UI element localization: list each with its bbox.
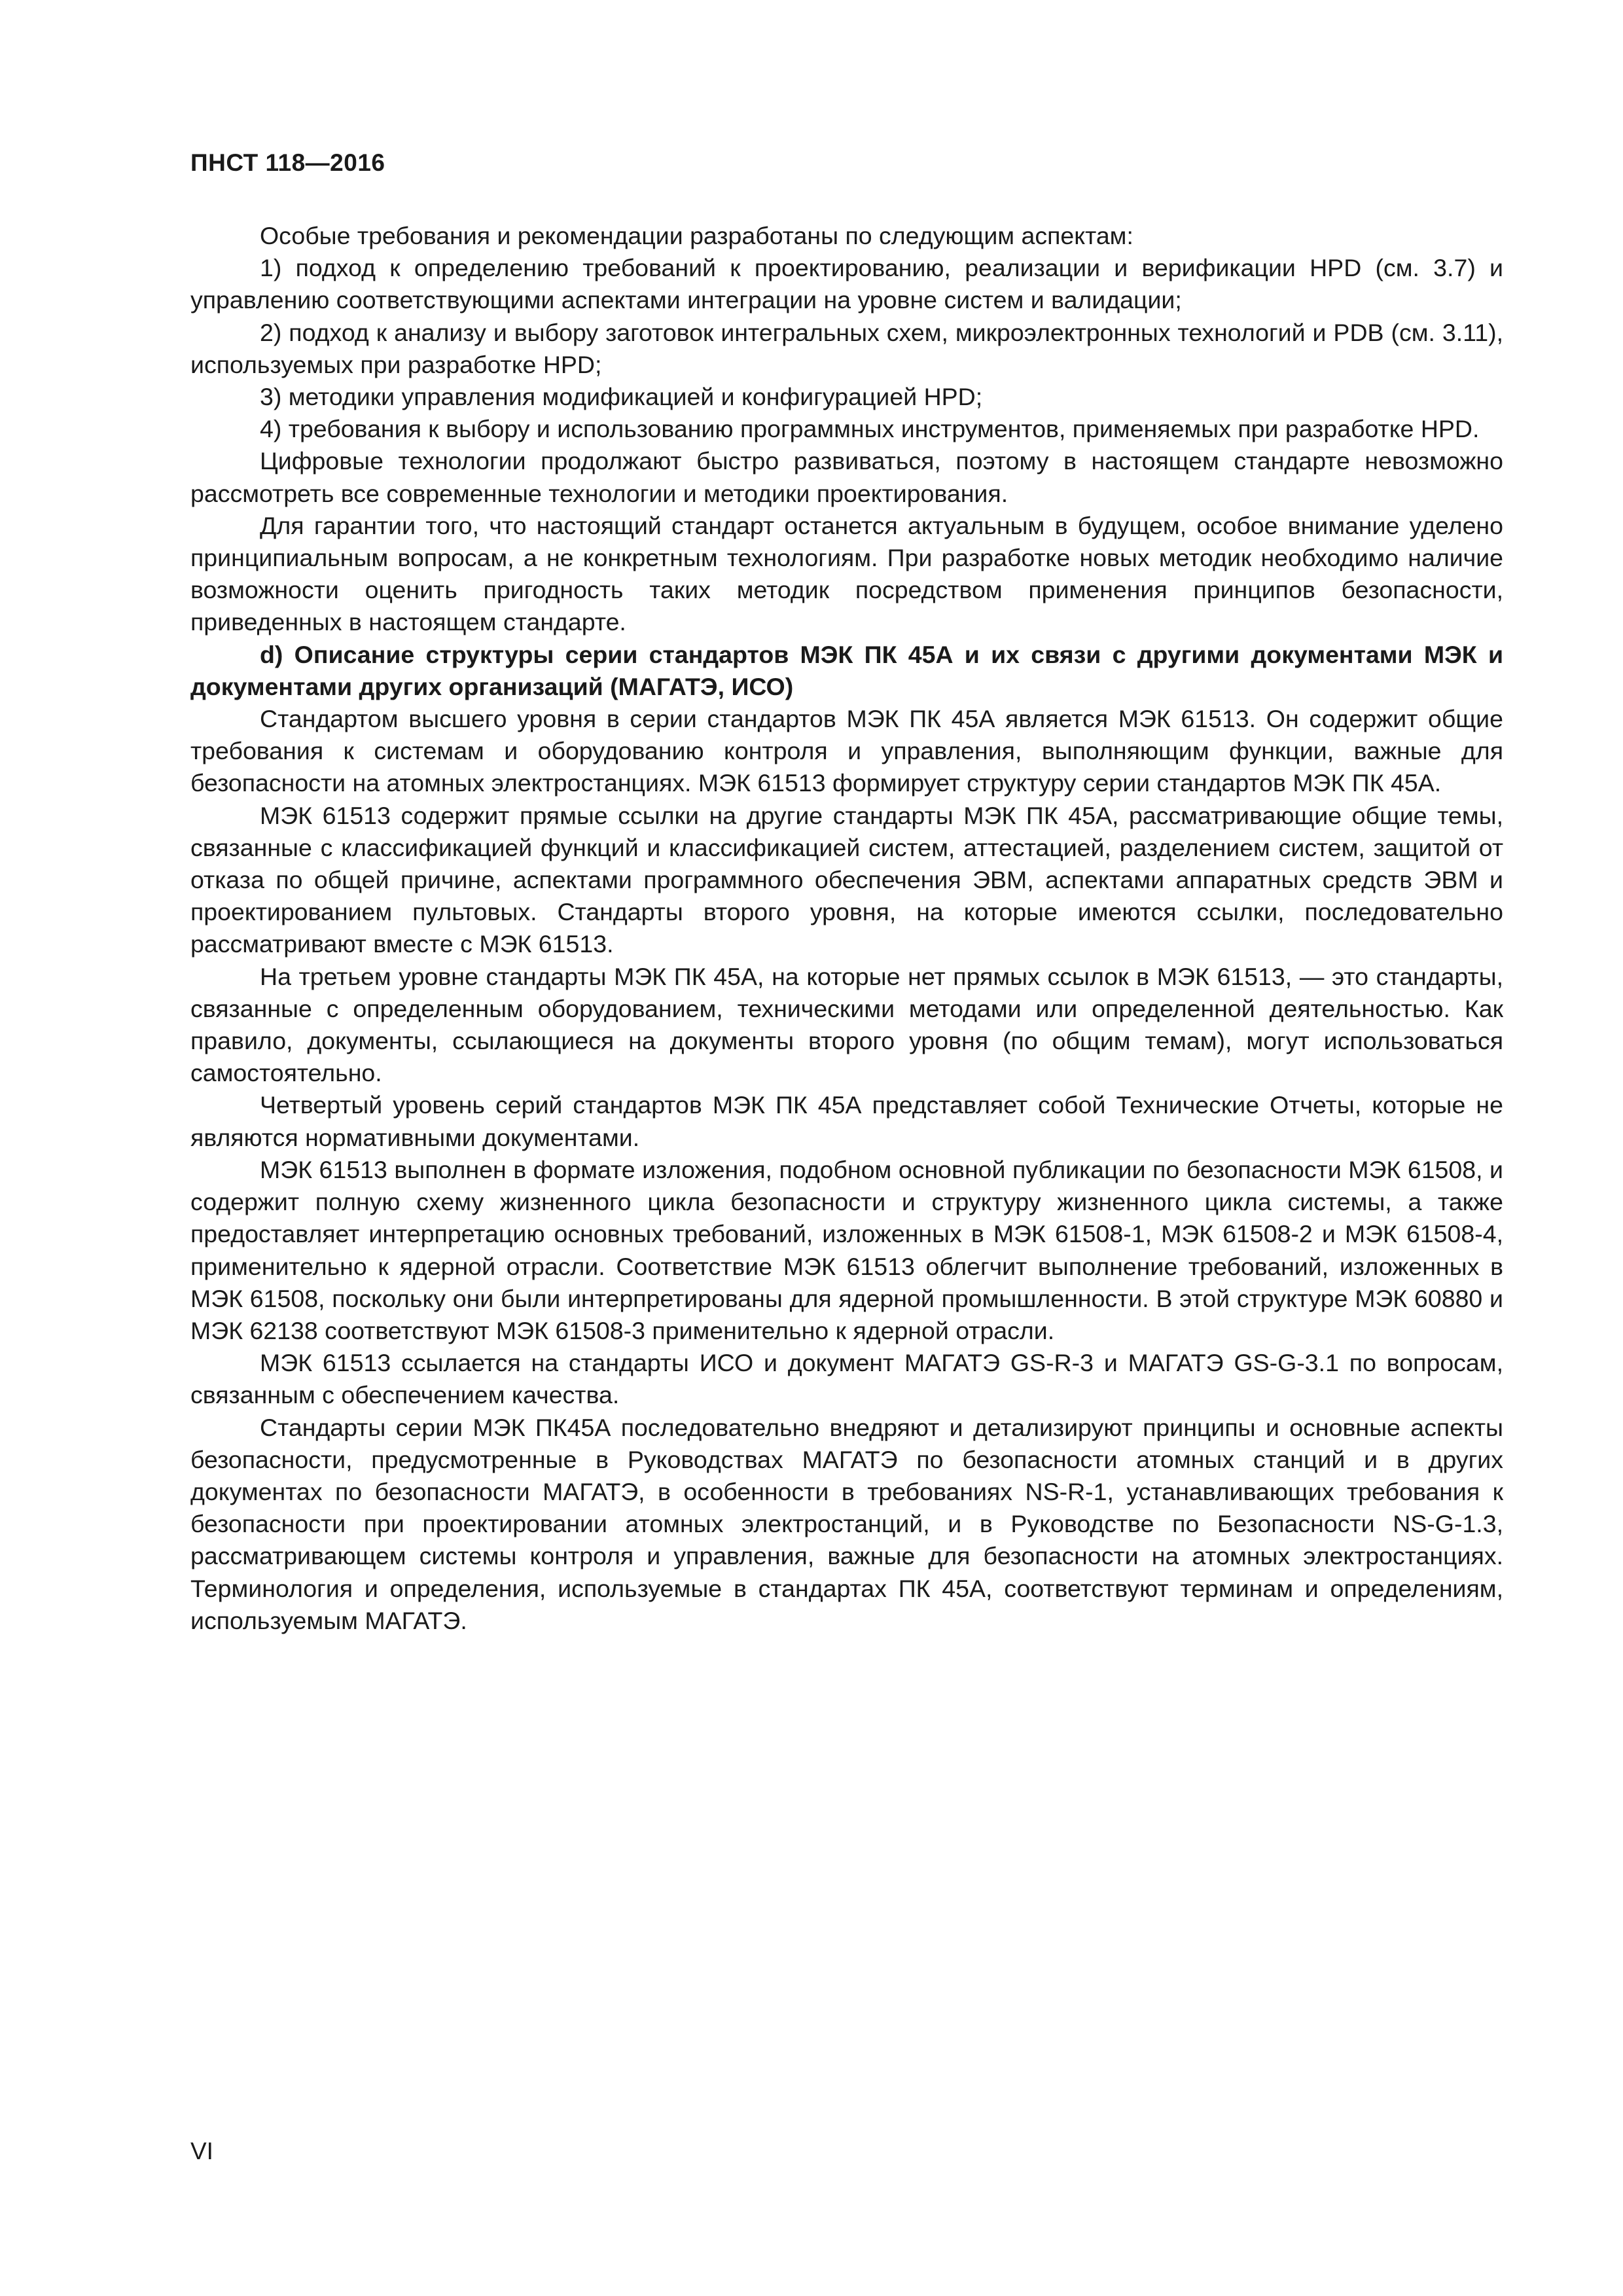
document-body	[190, 220, 1503, 1637]
list-item-4: 4) требования к выбору и использованию программных инструментов, применяемых при разработке HPD.	[260, 415, 1480, 443]
list-item-1: 1) подход к определению требований к проектированию, реализации и верификации HPD (см. 3.7) и управлению соответствующими аспектами интеграции на уровне систем и валидации;	[190, 254, 1503, 314]
list-item-2: 2) подход к анализу и выбору заготовок интегральных схем, микроэлектронных технологий и PDB (см. 3.11), используемых при разработке HPD;	[190, 318, 1503, 378]
paragraph: Четвертый уровень серий стандартов МЭК ПК 45А представляет собой Технические Отчеты, которые не являются нормативными документами.	[190, 1091, 1503, 1151]
page-number: VI	[190, 2138, 213, 2164]
paragraph: На третьем уровне стандарты МЭК ПК 45А, на которые нет прямых ссылок в МЭК 61513, — это стандарты, связанные с определенным оборудованием, техническими методами или определенной деятельностью. Как правило, документы, ссылающиеся на документы второго уровня (по общим темам), могут использоваться самостоятельно.	[190, 962, 1503, 1087]
paragraph: МЭК 61513 ссылается на стандарты ИСО и документ МАГАТЭ GS-R-3 и МАГАТЭ GS-G-3.1 по вопросам, связанным с обеспечением качества.	[190, 1349, 1503, 1409]
paragraph-intro: Особые требования и рекомендации разработаны по следующим аспектам:	[260, 222, 1133, 249]
section-heading-d: d) Описание структуры серии стандартов МЭК ПК 45А и их связи с другими документами МЭК и документами других организаций (МАГАТЭ, ИСО)	[190, 640, 1503, 700]
document-code-header: ПНСТ 118—2016	[190, 149, 385, 176]
paragraph: МЭК 61513 выполнен в формате изложения, подобном основной публикации по безопасности МЭК 61508, и содержит полную схему жизненного цикла безопасности и структуру жизненного цикла системы, а также предоставляет интерпретацию основных требований, изложенных в МЭК 61508-1, МЭК 61508-2 и МЭК 61508-4, применительно к ядерной отрасли. Соответствие МЭК 61513 облегчит выполнение требований, изложенных в МЭК 61508, поскольку они были интерпретированы для ядерной промышленности. В этой структуре МЭК 60880 и МЭК 62138 соответствуют МЭК 61508-3 применительно к ядерной отрасли.	[190, 1155, 1503, 1344]
list-item-3: 3) методики управления модификацией и конфигурацией HPD;	[260, 383, 983, 411]
paragraph: МЭК 61513 содержит прямые ссылки на другие стандарты МЭК ПК 45А, рассматривающие общие темы, связанные с классификацией функций и классификацией систем, аттестацией, разделением систем, защитой от отказа по общей причине, аспектами программного обеспечения ЭВМ, аспектами аппаратных средств ЭВМ и проектированием пультовых. Стандарты второго уровня, на которые имеются ссылки, последовательно рассматривают вместе с МЭК 61513.	[190, 801, 1503, 958]
paragraph: Стандарты серии МЭК ПК45А последовательно внедряют и детализируют принципы и основные аспекты безопасности, предусмотренные в Руководствах МАГАТЭ по безопасности атомных станций и в других документах по безопасности МАГАТЭ, в особенности в требованиях NS-R-1, устанавливающих требования к безопасности при проектировании атомных электростанций, и в Руководстве по Безопасности NS-G-1.3, рассматривающем системы контроля и управления, важные для безопасности на атомных электростанциях. Терминология и определения, используемые в стандартах ПК 45А, соответствуют терминам и определениям, используемым МАГАТЭ.	[190, 1413, 1503, 1634]
paragraph: Цифровые технологии продолжают быстро развиваться, поэтому в настоящем стандарте невозможно рассмотреть все современные технологии и методики проектирования.	[190, 447, 1503, 507]
paragraph: Для гарантии того, что настоящий стандарт останется актуальным в будущем, особое внимание уделено принципиальным вопросам, а не конкретным технологиям. При разработке новых методик необходимо наличие возможности оценить пригодность таких методик посредством применения принципов безопасности, приведенных в настоящем стандарте.	[190, 511, 1503, 636]
paragraph: Стандартом высшего уровня в серии стандартов МЭК ПК 45А является МЭК 61513. Он содержит общие требования к системам и оборудованию контроля и управления, выполняющим функции, важные для безопасности на атомных электростанциях. МЭК 61513 формирует структуру серии стандартов МЭК ПК 45А.	[190, 705, 1503, 797]
